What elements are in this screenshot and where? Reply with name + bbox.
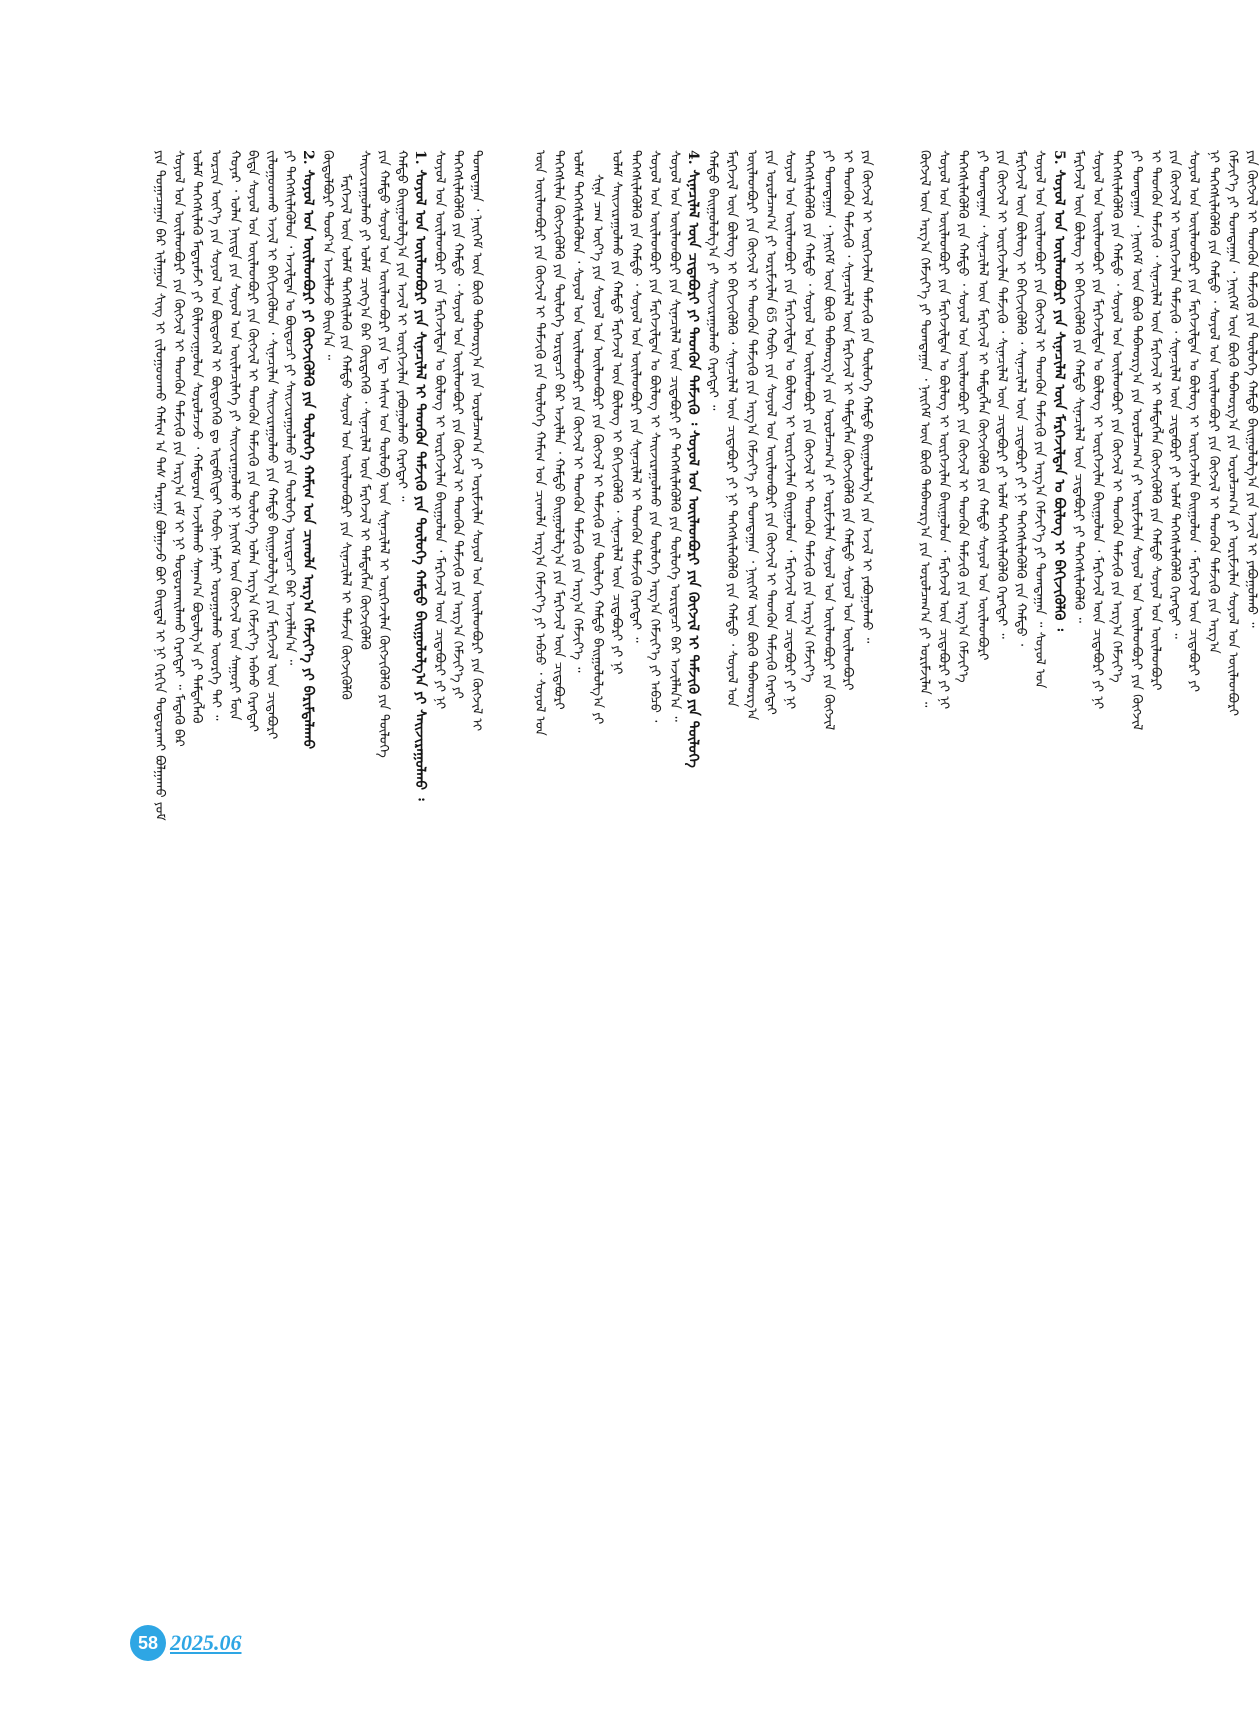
line-text: ᠤᠯᠠᠮ ᠳᠡᠭᠡᠭᠰᠢᠯᠡᠭᠦᠯᠦᠨ ᠂ ᠰᠣᠶᠣᠯ ᠤᠨ ᠦᠢᠯᠡᠳᠪᠦᠷᠢ ᠶᠢᠨ ᠬᠥᠭᠵᠢᠯ ᠢ ᠲᠡᠳᠬᠦᠨ ᠳᠡᠮᠵᠢᠬᠦ ᠶᠢᠨ ᠠᠷᠭ᠎ᠠ ᠬᠡᠮᠵᠢᠶ᠎ᠡ ᠃ [570,150,586,673]
line-text: ᠳᠡᠭᠡᠭᠰᠢᠯᠡᠭᠦᠯᠬᠦ ᠶᠢᠨ ᠬᠠᠮᠲᠤ ᠂ ᠰᠣᠶᠣᠯ ᠤᠨ ᠦᠢᠯᠡᠳᠪᠦᠷᠢ ᠶᠢᠨ ᠬᠥᠭᠵᠢᠯ ᠢ ᠲᠡᠳᠬᠦᠨ ᠳᠡᠮᠵᠢᠬᠦ ᠶᠢᠨ ᠠᠷᠭ᠎ᠠ ᠬᠡᠮᠵᠢᠶ᠎ᠡ ᠶᠢ [450,150,466,699]
line-text: ᠰᠣᠶᠣᠯ ᠤᠨ ᠦᠢᠯᠡᠳᠪᠦᠷᠢ ᠶᠢᠨ ᠮᠡᠷᠭᠡᠵᠢᠯᠲᠡᠨ ᠤ ᠪᠦᠯᠦᠭ ᠢ ᠦᠷᠭᠡᠵᠢᠯᠡᠨ ᠪᠠᠢᠭᠤᠯᠤᠨ ᠂ ᠮᠡᠷᠭᠡᠵᠢᠯ ᠦᠨ ᠴᠢᠳᠠᠪᠤᠷᠢ ᠶᠢ ᠨᠢ [936,150,952,710]
text-line [1204,150,1222,1575]
line-text: ᠬᠥᠲᠦᠯᠪᠦᠷᠢ ᠳᠣᠣᠷ᠎ᠠ ᠠᠵᠢᠯᠯᠠᠵᠤ ᠪᠠᠢᠨ᠎ᠠ ᠃ [319,150,335,361]
text-line [392,150,410,1575]
text-line [992,150,1010,1575]
line-text: ᠢ ᠲᠡᠳᠬᠦᠨ ᠳᠡᠮᠵᠢᠬᠦ ᠂ ᠰᠢᠨᠡᠴᠢᠯᠡᠯ ᠦᠨ ᠮᠡᠷᠭᠡᠵᠢᠯ ᠢ ᠲᠡᠮᠳᠡᠭᠯᠡᠨ ᠬᠥᠭᠵᠢᠭᠦᠯᠬᠦ ᠶᠢᠨ ᠬᠠᠮᠲᠤ ᠰᠣᠶᠣᠯ ᠤᠨ ᠦᠢᠯᠡᠳᠪᠦᠷᠢ [839,150,855,691]
line-text: ᠳᠡᠭᠡᠭᠰᠢᠯᠡᠭᠦᠯᠬᠦ ᠶᠢᠨ ᠬᠠᠮᠲᠤ ᠂ ᠰᠣᠶᠣᠯ ᠤᠨ ᠦᠢᠯᠡᠳᠪᠦᠷᠢ ᠶᠢᠨ ᠬᠥᠭᠵᠢᠯ ᠢ ᠲᠡᠳᠬᠦᠨ ᠳᠡᠮᠵᠢᠬᠦ ᠶᠢᠨ ᠠᠷᠭ᠎ᠠ ᠬᠡᠮᠵᠢᠶ᠎ᠡ [801,150,817,683]
text-line [742,150,760,1575]
text-line [355,150,373,1575]
line-text: ᠵᠢᠯᠣᠭᠣᠳᠬᠤ ᠠᠵᠢᠯ ᠢ ᠪᠡᠬᠢᠵᠢᠭᠦᠯᠦᠨ ᠂ ᠰᠢᠨᠡᠴᠢᠯᠡᠨ ᠰᠠᠢᠵᠢᠷᠠᠭᠤᠯᠬᠤ ᠶᠢᠨ ᠬᠠᠮᠲᠤ ᠪᠠᠢᠭᠤᠯᠤᠯᠭ᠎ᠠ ᠶᠢᠨ ᠮᠡᠷᠭᠡᠵᠢᠯ ᠦᠨ ᠴᠢᠳᠠᠪᠤᠷᠢ [263,150,279,740]
text-line [703,150,721,1575]
text-line [973,150,991,1575]
line-text: ᠳᠡᠭᠡᠭᠰᠢᠯᠡᠭᠦᠯᠬᠦ ᠶᠢᠨ ᠬᠠᠮᠲᠤ ᠂ ᠰᠣᠶᠣᠯ ᠤᠨ ᠦᠢᠯᠡᠳᠪᠦᠷᠢ ᠶᠢᠨ ᠰᠢᠨᠡᠴᠢᠯᠡᠯ ᠢ ᠲᠡᠳᠬᠦᠨ ᠳᠡᠮᠵᠢᠬᠦ ᠬᠡᠷᠡᠭᠲᠡᠢ ᠃ [628,150,644,643]
text-line [262,150,280,1575]
text-line [1030,150,1048,1575]
text-line [588,150,606,1575]
line-text: ᠬᠣᠶᠠᠷ ᠂ ᠣᠯᠠᠨ ᠨᠡᠢᠲᠡ ᠶᠢᠨ ᠰᠣᠶᠣᠯ ᠤᠨ ᠦᠢᠯᠡᠴᠢᠯᠡᠭᠡ ᠶᠢ ᠰᠠᠢᠵᠢᠷᠠᠭᠤᠯᠬᠤ ᠨᠢ ᠨᠡᠢᠭᠡᠮ ᠦᠨ ᠬᠥᠭᠵᠢᠯ ᠦᠨ ᠰᠠᠭᠤᠷᠢ ᠮᠥᠨ [226,150,242,721]
text-line [1165,150,1183,1575]
line-text: 2. ᠰᠣᠶᠣᠯ ᠤᠨ ᠦᠢᠯᠡᠳᠪᠦᠷᠢ ᠶᠢ ᠬᠥᠭᠵᠢᠭᠦᠯᠬᠦ ᠶᠢᠨ ᠲᠥᠯᠥᠭᠡ ᠬᠠᠮᠢᠭ ᠤᠨ ᠴᠢᠬᠤᠯᠠ ᠠᠷᠭ᠎ᠠ ᠬᠡᠮᠵᠢᠶ᠎ᠡ ᠶᠢ ᠪᠠᠷᠢᠮᠲᠠᠯᠠᠬᠤ [300,150,317,750]
line-text: ᠮᠡᠷᠭᠡᠵᠢᠯ ᠦᠨ ᠤᠯᠠᠮ ᠳᠡᠭᠡᠭᠰᠢᠯᠡᠬᠦ ᠶᠢᠨ ᠬᠠᠮᠲᠤ ᠰᠣᠶᠣᠯ ᠤᠨ ᠦᠢᠯᠡᠳᠪᠦᠷᠢ ᠶᠢᠨ ᠰᠢᠨᠡᠴᠢᠯᠡᠯ ᠢ ᠳᠡᠮᠵᠢᠨ ᠬᠥᠭᠵᠢᠭᠦᠯᠬᠦ [338,174,354,700]
text-line [761,150,779,1575]
line-text: ᠰᠣᠶᠣᠯ ᠤᠨ ᠦᠢᠯᠡᠳᠪᠦᠷᠢ ᠶᠢᠨ ᠮᠡᠷᠭᠡᠵᠢᠯᠲᠡᠨ ᠤ ᠪᠦᠯᠦᠭ ᠢ ᠦᠷᠭᠡᠵᠢᠯᠡᠨ ᠪᠠᠢᠭᠤᠯᠤᠨ ᠂ ᠮᠡᠷᠭᠡᠵᠢᠯ ᠦᠨ ᠴᠢᠳᠠᠪᠤᠷᠢ ᠶᠢ [1186,150,1202,693]
text-line [430,150,448,1575]
text-line [1011,150,1029,1575]
section-heading [299,150,317,1575]
text-line [150,150,168,1575]
text-line [448,150,466,1575]
text-line [953,150,971,1575]
line-text: ᠤᠯᠠᠮ ᠳᠡᠭᠡᠭᠰᠢᠯᠡᠬᠦ ᠮᠡᠳᠡᠷᠡᠮᠵᠢ ᠶᠢ ᠪᠢᠯᠢᠭᠵᠢᠭᠤᠯᠤᠨ ᠰᠤᠷᠤᠯᠴᠠᠵᠤ ᠂ ᠬᠠᠮᠲᠤᠷᠠᠨ ᠠᠵᠢᠯᠯᠠᠬᠤ ᠰᠠᠨᠠᠭ᠎ᠠ ᠪᠣᠳᠤᠯᠭ᠎ᠠ ᠶᠢ ᠲᠡᠮᠳᠡᠭᠯᠡᠬᠦ [189,150,205,724]
text-line [1088,150,1106,1575]
text-line [1107,150,1125,1575]
text-line [1069,150,1087,1575]
line-text: ᠳᠡᠭᠡᠭᠰᠢᠯᠡᠭᠦᠯᠬᠦ ᠶᠢᠨ ᠬᠠᠮᠲᠤ ᠂ ᠰᠣᠶᠣᠯ ᠤᠨ ᠦᠢᠯᠡᠳᠪᠦᠷᠢ ᠶᠢᠨ ᠬᠥᠭᠵᠢᠯ ᠢ ᠲᠡᠳᠬᠦᠨ ᠳᠡᠮᠵᠢᠬᠦ ᠶᠢᠨ ᠠᠷᠭ᠎ᠠ ᠬᠡᠮᠵᠢᠶ᠎ᠡ [955,150,971,683]
section-heading [684,150,702,1575]
line-text: ᠶᠢᠨ ᠬᠥᠭᠵᠢᠯ ᠢ ᠦᠷᠭᠡᠵᠢᠯᠡᠨ ᠳᠡᠮᠵᠢᠬᠦ ᠂ ᠰᠢᠨᠡᠴᠢᠯᠡᠯ ᠦᠨ ᠴᠢᠳᠠᠪᠤᠷᠢ ᠶᠢ ᠤᠯᠠᠮ ᠳᠡᠭᠡᠭᠰᠢᠯᠡᠭᠦᠯᠬᠦ ᠬᠡᠷᠡᠭᠲᠡᠢ ᠃ [993,150,1009,639]
text-line [857,150,875,1575]
text-column-2 [530,150,875,1575]
section-heading [1050,150,1068,1575]
text-line [568,150,586,1575]
line-text: 4. ᠰᠢᠨᠡᠴᠢᠯᠡᠯ ᠦᠨ ᠴᠢᠳᠠᠪᠤᠷᠢ ᠶᠢ ᠲᠡᠳᠬᠦᠨ ᠳᠡᠮᠵᠢᠬᠦ ᠄ ᠰᠣᠶᠣᠯ ᠤᠨ ᠦᠢᠯᠡᠳᠪᠦᠷᠢ ᠶᠢᠨ ᠬᠥᠭᠵᠢᠯ ᠢ ᠳᠡᠮᠵᠢᠬᠦ ᠶᠢᠨ ᠲᠥᠯᠥᠭᠡ [684,150,701,768]
line-text: ᠲᠣᠭᠲᠠᠭᠠᠨ ᠂ ᠨᠡᠢᠭᠡᠮ ᠦᠨ ᠪᠦᠬᠦ ᠳᠠᠪᠬᠤᠷᠭ᠎ᠠ ᠶᠢᠨ ᠣᠷᠣᠯᠴᠠᠭ᠎ᠠ ᠶᠢ ᠤᠷᠢᠮᠵᠢᠯᠠᠨ ᠰᠣᠶᠣᠯ ᠤᠨ ᠦᠢᠯᠡᠳᠪᠦᠷᠢ ᠶᠢᠨ ᠬᠥᠭᠵᠢᠯ ᠢ [468,150,484,732]
page-footer [130,1625,242,1661]
line-text: ᠶᠢ ᠲᠣᠭᠲᠠᠭᠠᠨ ᠂ ᠰᠢᠨᠡᠴᠢᠯᠡᠯ ᠦᠨ ᠮᠡᠷᠭᠡᠵᠢᠯ ᠢ ᠲᠡᠮᠳᠡᠭᠯᠡᠨ ᠬᠥᠭᠵᠢᠭᠦᠯᠬᠦ ᠶᠢᠨ ᠬᠠᠮᠲᠤ ᠰᠣᠶᠣᠯ ᠤᠨ ᠦᠢᠯᠡᠳᠪᠦᠷᠢ [974,150,990,661]
line-text: ᠤᠯᠠᠮ ᠰᠠᠢᠵᠢᠷᠠᠭᠤᠯᠬᠤ ᠶᠢᠨ ᠬᠠᠮᠲᠤ ᠮᠡᠷᠭᠡᠵᠢᠯ ᠦᠨ ᠪᠦᠯᠦᠭ ᠢ ᠪᠡᠬᠢᠵᠢᠭᠦᠯᠬᠦ ᠂ ᠰᠢᠨᠡᠴᠢᠯᠡᠯ ᠦᠨ ᠴᠢᠳᠠᠪᠤᠷᠢ ᠶᠢ ᠨᠢ [608,150,624,675]
line-text: ᠶᠢᠨ ᠲᠣᠭᠠᠴᠠᠭᠠᠨ ᠪᠡᠷ ᠢᠯᠠᠭᠤᠨ ᠰᠢᠩ ᠢ ᠵᠢᠯᠣᠭᠣᠳᠬᠤ ᠬᠠᠮᠢᠭ ᠠ ᠳᠡᠰ ᠳᠠᠷᠠᠭᠠ ᠪᠣᠯᠭᠠᠵᠤ ᠪᠤᠢ ᠪᠠᠢᠳᠠᠯ ᠢ ᠨᠢ ᠬᠡᠷᠬᠢᠨ ᠲᠣᠳᠣᠷᠬᠠᠢ ᠪᠣᠯᠭᠠᠬᠤ ᠶᠤᠮ [152,150,167,821]
line-text: ᠰᠣᠶᠣᠯ ᠤᠨ ᠦᠢᠯᠡᠳᠪᠦᠷᠢ ᠶᠢᠨ ᠮᠡᠷᠭᠡᠵᠢᠯᠲᠡᠨ ᠤ ᠪᠦᠯᠦᠭ ᠢ ᠦᠷᠭᠡᠵᠢᠯᠡᠨ ᠪᠠᠢᠭᠤᠯᠤᠨ ᠂ ᠮᠡᠷᠭᠡᠵᠢᠯ ᠦᠨ ᠴᠢᠳᠠᠪᠤᠷᠢ ᠶᠢ ᠨᠢ [782,150,798,710]
line-text: ᠶᠢ ᠳᠡᠭᠡᠭᠰᠢᠯᠡᠭᠦᠯᠦᠨ ᠂ ᠠᠵᠢᠯᠲᠠᠨ ᠤ ᠪᠦᠲᠦᠴᠢ ᠶᠢ ᠰᠠᠢᠵᠢᠷᠠᠭᠤᠯᠬᠤ ᠶᠢᠨ ᠲᠥᠯᠥᠭᠡ ᠤᠷᠢᠳᠠᠴᠢ ᠪᠡᠷ ᠠᠵᠢᠯᠯᠠᠨ᠎ᠠ ᠃ [282,150,298,666]
text-line [626,150,644,1575]
issue-label: 2025.06 [170,1630,242,1655]
line-text: ᠶᠢ ᠲᠣᠭᠲᠠᠭᠠᠨ ᠂ ᠨᠡᠢᠭᠡᠮ ᠦᠨ ᠪᠦᠬᠦ ᠳᠠᠪᠬᠤᠷᠭ᠎ᠠ ᠶᠢᠨ ᠣᠷᠣᠯᠴᠠᠭ᠎ᠠ ᠶᠢ ᠤᠷᠢᠮᠵᠢᠯᠠᠨ ᠰᠣᠶᠣᠯ ᠤᠨ ᠦᠢᠯᠡᠳᠪᠦᠷᠢ ᠶᠢᠨ ᠬᠥᠭᠵᠢᠯ [1128,150,1144,731]
text-line [225,150,243,1575]
text-line [722,150,740,1575]
line-text: 1. ᠰᠣᠶᠣᠯ ᠤᠨ ᠦᠢᠯᠡᠳᠪᠦᠷᠢ ᠶᠢᠨ ᠰᠢᠨᠡᠴᠢᠯᠡᠯ ᠢ ᠲᠡᠳᠬᠦᠨ ᠳᠡᠮᠵᠢᠬᠦ ᠶᠢᠨ ᠲᠥᠯᠥᠭᠡ ᠬᠠᠮᠲᠤ ᠪᠠᠢᠭᠤᠯᠤᠯᠭ᠎ᠠ ᠶᠢ ᠰᠠᠢᠵᠢᠷᠠᠭᠤᠯᠬᠤ ᠄ [411,150,428,801]
line-text: 5. ᠰᠣᠶᠣᠯ ᠤᠨ ᠦᠢᠯᠡᠳᠪᠦᠷᠢ ᠶᠢᠨ ᠰᠢᠨᠡᠴᠢᠯᠡᠯ ᠦᠨ ᠮᠡᠷᠭᠡᠵᠢᠯᠲᠡᠨ ᠤ ᠪᠦᠯᠦᠭ ᠢ ᠪᠡᠬᠢᠵᠢᠭᠦᠯᠬᠦ ᠄ [1050,150,1067,631]
text-line [374,150,392,1575]
line-text: ᠦᠢᠯᠡᠳᠪᠦᠷᠢ ᠶᠢᠨ ᠬᠥᠭᠵᠢᠯ ᠢ ᠲᠡᠳᠬᠦᠨ ᠳᠡᠮᠵᠢᠬᠦ ᠶᠢᠨ ᠠᠷᠭ᠎ᠠ ᠬᠡᠮᠵᠢᠶ᠎ᠡ ᠶᠢ ᠲᠣᠭᠲᠠᠭᠠᠨ ᠂ ᠨᠡᠢᠭᠡᠮ ᠦᠨ ᠪᠦᠬᠦ ᠳᠠᠪᠬᠤᠷᠭ᠎ᠠ [743,150,759,721]
text-column-1 [150,150,485,1575]
line-text: ᠬᠠᠮᠲᠤ ᠪᠠᠢᠭᠤᠯᠤᠯᠭ᠎ᠠ ᠶᠢᠨ ᠠᠵᠢᠯ ᠢ ᠦᠷᠭᠡᠵᠢᠯᠡᠨ ᠶᠠᠪᠤᠭᠤᠯᠬᠤ ᠬᠡᠷᠡᠭᠲᠡᠢ ᠃ [394,150,410,502]
text-line [934,150,952,1575]
text-line [169,150,187,1575]
page-number: 58 [130,1625,166,1661]
line-text: ᠶᠢᠨ ᠬᠥᠭᠵᠢᠯ ᠢ ᠲᠡᠳᠬᠦᠨ ᠳᠡᠮᠵᠢᠬᠦ ᠶᠢᠨ ᠲᠥᠯᠥᠭᠡ ᠬᠠᠮᠲᠤ ᠪᠠᠢᠭᠤᠯᠤᠯᠭ᠎ᠠ ᠶᠢᠨ ᠠᠵᠢᠯ ᠢ ᠶᠠᠪᠤᠭᠤᠯᠬᠤ ᠃ [1243,150,1259,628]
text-line [1242,150,1260,1575]
line-text: ᠪᠢᠳᠡ ᠰᠣᠶᠣᠯ ᠤᠨ ᠦᠢᠯᠡᠳᠪᠦᠷᠢ ᠶᠢᠨ ᠬᠥᠭᠵᠢᠯ ᠢ ᠲᠡᠳᠬᠦᠨ ᠳᠡᠮᠵᠢᠬᠦ ᠶᠢᠨ ᠲᠥᠯᠥᠭᠡ ᠣᠯᠠᠨ ᠠᠷᠭ᠎ᠠ ᠬᠡᠮᠵᠢᠶ᠎ᠡ ᠠᠪᠬᠤ ᠬᠡᠷᠡᠭᠲᠡᠢ [245,150,261,732]
text-line [665,150,683,1575]
text-line [1223,150,1241,1575]
text-line [530,150,548,1575]
line-text: ᠰᠣᠶᠣᠯ ᠤᠨ ᠦᠢᠯᠡᠳᠪᠦᠷᠢ ᠶᠢᠨ ᠮᠡᠷᠭᠡᠵᠢᠯᠲᠡᠨ ᠤ ᠪᠦᠯᠦᠭ ᠢ ᠦᠷᠭᠡᠵᠢᠯᠡᠨ ᠪᠠᠢᠭᠤᠯᠤᠨ ᠂ ᠮᠡᠷᠭᠡᠵᠢᠯ ᠦᠨ ᠴᠢᠳᠠᠪᠤᠷᠢ ᠶᠢ ᠨᠢ [1090,150,1106,710]
line-text: ᠰᠣᠶᠣᠯ ᠤᠨ ᠦᠢᠯᠡᠳᠪᠦᠷᠢ ᠶᠢᠨ ᠬᠥᠭᠵᠢᠯ ᠢ ᠲᠡᠳᠬᠦᠨ ᠳᠡᠮᠵᠢᠬᠦ ᠶᠢᠨ ᠠᠷᠭ᠎ᠠ ᠬᠡᠮᠵᠢᠶ᠎ᠡ ᠶᠢ ᠲᠣᠭᠲᠠᠭᠠᠨ ᠃ ᠰᠣᠶᠣᠯ ᠤᠨ [1032,150,1048,689]
line-text: ᠳᠡᠭᠡᠭᠰᠢᠯᠡᠨ ᠬᠥᠭᠵᠢᠭᠦᠯᠬᠦ ᠶᠢᠨ ᠲᠥᠯᠥᠭᠡ ᠤᠷᠢᠳᠠᠴᠢ ᠪᠡᠷ ᠠᠵᠢᠯᠯᠠᠨ ᠂ ᠬᠠᠮᠲᠤ ᠪᠠᠢᠭᠤᠯᠤᠯᠭ᠎ᠠ ᠶᠢᠨ ᠮᠡᠷᠭᠡᠵᠢᠯ ᠦᠨ ᠴᠢᠳᠠᠪᠤᠷᠢ [551,150,567,710]
line-text: ᠮᠡᠷᠭᠡᠵᠢᠯ ᠦᠨ ᠪᠦᠯᠦᠭ ᠢ ᠪᠡᠬᠢᠵᠢᠭᠦᠯᠬᠦ ᠂ ᠰᠢᠨᠡᠴᠢᠯᠡᠯ ᠦᠨ ᠴᠢᠳᠠᠪᠤᠷᠢ ᠶᠢ ᠨᠢ ᠳᠡᠭᠡᠭᠰᠢᠯᠡᠭᠦᠯᠬᠦ ᠶᠢᠨ ᠬᠠᠮᠲᠤ ᠂ [1013,150,1029,646]
line-text: ᠮᠡᠷᠭᠡᠵᠢᠯ ᠦᠨ ᠪᠦᠯᠦᠭ ᠢ ᠪᠡᠬᠢᠵᠢᠭᠦᠯᠬᠦ ᠶᠢᠨ ᠬᠠᠮᠲᠤ ᠰᠢᠨᠡᠴᠢᠯᠡᠯ ᠦᠨ ᠴᠢᠳᠠᠪᠤᠷᠢ ᠶᠢ ᠳᠡᠭᠡᠭᠰᠢᠯᠡᠭᠦᠯᠬᠦ ᠃ [1070,150,1086,623]
line-text: ᠦᠨ ᠦᠢᠯᠡᠳᠪᠦᠷᠢ ᠶᠢᠨ ᠬᠥᠭᠵᠢᠯ ᠢ ᠳᠡᠮᠵᠢᠬᠦ ᠶᠢᠨ ᠲᠥᠯᠥᠭᠡ ᠬᠠᠮᠢᠭ ᠤᠨ ᠴᠢᠬᠤᠯᠠ ᠠᠷᠭ᠎ᠠ ᠬᠡᠮᠵᠢᠶ᠎ᠡ ᠶᠢ ᠠᠪᠴᠤ ᠂ ᠰᠣᠶᠣᠯ ᠤᠨ [532,150,547,736]
line-text: ᠬᠥᠭᠵᠢᠯ ᠦᠨ ᠠᠷᠭ᠎ᠠ ᠬᠡᠮᠵᠢᠶ᠎ᠡ ᠶᠢ ᠲᠣᠭᠲᠠᠭᠠᠨ ᠂ ᠨᠡᠢᠭᠡᠮ ᠦᠨ ᠪᠦᠬᠦ ᠳᠠᠪᠬᠤᠷᠭ᠎ᠠ ᠶᠢᠨ ᠣᠷᠣᠯᠴᠠᠭ᠎ᠠ ᠶᠢ ᠤᠷᠢᠮᠵᠢᠯᠠᠨ ᠃ [917,150,932,708]
line-text: ᠶᠢᠨ ᠬᠠᠮᠲᠤ ᠰᠣᠶᠣᠯ ᠤᠨ ᠦᠢᠯᠡᠳᠪᠦᠷᠢ ᠶᠢᠨ ᠡᠳ᠋ ᠠᠰᠢᠭ ᠤᠨ ᠲᠥᠯᠥᠪ ᠦᠨ ᠰᠢᠨᠡᠴᠢᠯᠡᠯ ᠢ ᠦᠷᠭᠡᠵᠢᠯᠡᠨ ᠬᠥᠭᠵᠢᠭᠦᠯᠬᠦ ᠶᠢᠨ ᠲᠥᠯᠥᠭᠡ [375,150,391,758]
line-text: ᠶᠢ ᠲᠣᠭᠲᠠᠭᠠᠨ ᠂ ᠨᠡᠢᠭᠡᠮ ᠦᠨ ᠪᠦᠬᠦ ᠳᠠᠪᠬᠤᠷᠭ᠎ᠠ ᠶᠢᠨ ᠣᠷᠣᠯᠴᠠᠭ᠎ᠠ ᠶᠢ ᠤᠷᠢᠮᠵᠢᠯᠠᠨ ᠰᠣᠶᠣᠯ ᠤᠨ ᠦᠢᠯᠡᠳᠪᠦᠷᠢ ᠶᠢᠨ ᠬᠥᠭᠵᠢᠯ [820,150,836,731]
text-line [318,150,336,1575]
text-line [645,150,663,1575]
line-text: ᠬᠡᠮᠵᠢᠶ᠎ᠡ ᠶᠢ ᠲᠣᠭᠲᠠᠭᠠᠨ ᠂ ᠨᠡᠢᠭᠡᠮ ᠦᠨ ᠪᠦᠬᠦ ᠳᠠᠪᠬᠤᠷᠭ᠎ᠠ ᠶᠢᠨ ᠣᠷᠣᠯᠴᠠᠭ᠎ᠠ ᠶᠢ ᠤᠷᠢᠮᠵᠢᠯᠠᠨ ᠰᠣᠶᠣᠯ ᠤᠨ ᠦᠢᠯᠡᠳᠪᠦᠷᠢ [1224,150,1240,717]
line-text: ᠨᠢ ᠳᠡᠭᠡᠭᠰᠢᠯᠡᠭᠦᠯᠬᠦ ᠶᠢᠨ ᠬᠠᠮᠲᠤ ᠂ ᠰᠣᠶᠣᠯ ᠤᠨ ᠦᠢᠯᠡᠳᠪᠦᠷᠢ ᠶᠢᠨ ᠬᠥᠭᠵᠢᠯ ᠢ ᠲᠡᠳᠬᠦᠨ ᠳᠡᠮᠵᠢᠬᠦ ᠶᠢᠨ ᠠᠷᠭ᠎ᠠ [1205,150,1221,654]
text-line [1184,150,1202,1575]
line-text: ᠰᠣᠶᠣᠯ ᠤᠨ ᠦᠢᠯᠡᠳᠪᠦᠷᠢ ᠶᠢᠨ ᠮᠡᠷᠭᠡᠵᠢᠯᠲᠡᠨ ᠤ ᠪᠦᠯᠦᠭ ᠢ ᠦᠷᠭᠡᠵᠢᠯᠡᠨ ᠪᠠᠢᠭᠤᠯᠤᠨ ᠂ ᠮᠡᠷᠭᠡᠵᠢᠯ ᠦᠨ ᠴᠢᠳᠠᠪᠤᠷᠢ ᠶᠢ ᠨᠢ [431,150,447,710]
text-line [799,150,817,1575]
line-text: ᠳᠡᠭᠡᠭᠰᠢᠯᠡᠭᠦᠯᠬᠦ ᠶᠢᠨ ᠬᠠᠮᠲᠤ ᠂ ᠰᠣᠶᠣᠯ ᠤᠨ ᠦᠢᠯᠡᠳᠪᠦᠷᠢ ᠶᠢᠨ ᠬᠥᠭᠵᠢᠯ ᠢ ᠲᠡᠳᠬᠦᠨ ᠳᠡᠮᠵᠢᠬᠦ ᠶᠢᠨ ᠠᠷᠭ᠎ᠠ ᠬᠡᠮᠵᠢᠶ᠎ᠡ [1109,150,1125,683]
text-line [780,150,798,1575]
text-line [607,150,625,1575]
line-text: ᠶᠢᠨ ᠣᠷᠣᠯᠴᠠᠭ᠎ᠠ ᠶᠢ ᠤᠷᠢᠮᠵᠢᠯᠠᠨ 65 ᠬᠤᠪᠢ ᠶᠢᠨ ᠰᠣᠶᠣᠯ ᠤᠨ ᠦᠢᠯᠡᠳᠪᠦᠷᠢ ᠶᠢᠨ ᠬᠥᠭᠵᠢᠯ ᠢ ᠲᠡᠳᠬᠦᠨ ᠳᠡᠮᠵᠢᠬᠦ ᠬᠡᠷᠡᠭᠲᠡᠢ [762,150,778,715]
text-line [838,150,856,1575]
line-text: ᠰᠢᠨᠡ ᠴᠠᠭ ᠦᠶ᠎ᠡ ᠶᠢᠨ ᠰᠣᠶᠣᠯ ᠤᠨ ᠦᠢᠯᠡᠳᠪᠦᠷᠢ ᠶᠢᠨ ᠬᠥᠭᠵᠢᠯ ᠢ ᠳᠡᠮᠵᠢᠬᠦ ᠶᠢᠨ ᠲᠥᠯᠥᠭᠡ ᠬᠠᠮᠲᠤ ᠪᠠᠢᠭᠤᠯᠤᠯᠭ᠎ᠠ ᠶᠢ [589,174,605,725]
text-line [819,150,837,1575]
text-line [549,150,567,1575]
text-line [280,150,298,1575]
line-text: ᠰᠠᠢᠵᠢᠷᠠᠭᠤᠯᠬᠤ ᠶᠢ ᠤᠯᠠᠮ ᠴᠢᠩᠭ᠎ᠠ ᠪᠡᠷ ᠬᠦᠷᠲᠡᠭᠡᠬᠦ ᠂ ᠰᠢᠨᠡᠴᠢᠯᠡᠯ ᠦᠨ ᠮᠡᠷᠭᠡᠵᠢᠯ ᠢ ᠲᠡᠮᠳᠡᠭᠯᠡᠨ ᠬᠥᠭᠵᠢᠭᠦᠯᠬᠦ [357,150,373,650]
line-text: ᠶᠢᠨ ᠬᠥᠭᠵᠢᠯ ᠢ ᠦᠷᠭᠡᠵᠢᠯᠡᠨ ᠳᠡᠮᠵᠢᠬᠦ ᠂ ᠰᠢᠨᠡᠴᠢᠯᠡᠯ ᠦᠨ ᠴᠢᠳᠠᠪᠤᠷᠢ ᠶᠢ ᠤᠯᠠᠮ ᠳᠡᠭᠡᠭᠰᠢᠯᠡᠭᠦᠯᠬᠦ ᠬᠡᠷᠡᠭᠲᠡᠢ ᠃ [1167,150,1183,639]
text-line [915,150,933,1575]
line-text: ᠣᠷᠴᠢᠨ ᠦᠶ᠎ᠡ ᠶᠢᠨ ᠰᠣᠶᠣᠯ ᠤᠨ ᠪᠦᠲᠦᠭᠡᠯ ᠢ ᠪᠦᠲᠦᠭᠡᠬᠦ ᠳᠤ ᠢᠳᠡᠪᠬᠢᠲᠡᠢ ᠬᠤᠪᠢ ᠨᠡᠮᠡᠷᠢ ᠣᠷᠣᠭᠤᠯᠬᠤ ᠦᠦᠷᠭᠡ ᠲᠡᠢ ᠃ [207,150,223,721]
text-line [187,150,205,1575]
text-column-3 [915,150,1260,1575]
line-text: ᠰᠣᠶᠣᠯ ᠤᠨ ᠦᠢᠯᠡᠳᠪᠦᠷᠢ ᠶᠢᠨ ᠰᠢᠨᠡᠴᠢᠯᠡᠯ ᠦᠨ ᠴᠢᠳᠠᠪᠤᠷᠢ ᠶᠢ ᠳᠡᠭᠡᠭᠰᠢᠯᠡᠭᠦᠯᠬᠦ ᠶᠢᠨ ᠲᠥᠯᠥᠭᠡ ᠤᠷᠢᠳᠠᠴᠢ ᠪᠡᠷ ᠠᠵᠢᠯᠯᠠᠨ᠎ᠠ ᠃ [666,150,682,722]
text-line [1127,150,1145,1575]
line-text: ᠮᠡᠷᠭᠡᠵᠢᠯ ᠦᠨ ᠪᠦᠯᠦᠭ ᠢ ᠪᠡᠬᠢᠵᠢᠭᠦᠯᠬᠦ ᠂ ᠰᠢᠨᠡᠴᠢᠯᠡᠯ ᠦᠨ ᠴᠢᠳᠠᠪᠤᠷᠢ ᠶᠢ ᠨᠢ ᠳᠡᠭᠡᠭᠰᠢᠯᠡᠭᠦᠯᠬᠦ ᠶᠢᠨ ᠬᠠᠮᠲᠤ ᠂ ᠰᠣᠶᠣᠯ ᠤᠨ [724,150,740,708]
line-text: ᠬᠠᠮᠲᠤ ᠪᠠᠢᠭᠤᠯᠤᠯᠭ᠎ᠠ ᠶᠢ ᠰᠠᠢᠵᠢᠷᠠᠭᠤᠯᠬᠤ ᠬᠡᠷᠡᠭᠲᠡᠢ ᠃ [705,150,721,411]
line-text: ᠢ ᠲᠡᠳᠬᠦᠨ ᠳᠡᠮᠵᠢᠬᠦ ᠂ ᠰᠢᠨᠡᠴᠢᠯᠡᠯ ᠦᠨ ᠮᠡᠷᠭᠡᠵᠢᠯ ᠢ ᠲᠡᠮᠳᠡᠭᠯᠡᠨ ᠬᠥᠭᠵᠢᠭᠦᠯᠬᠦ ᠶᠢᠨ ᠬᠠᠮᠲᠤ ᠰᠣᠶᠣᠯ ᠤᠨ ᠦᠢᠯᠡᠳᠪᠦᠷᠢ [1147,150,1163,691]
text-line [206,150,224,1575]
section-heading [411,150,429,1575]
text-line [467,150,485,1575]
text-line [1146,150,1164,1575]
text-line [336,150,354,1575]
text-line [243,150,261,1575]
line-text: ᠰᠣᠶᠣᠯ ᠤᠨ ᠦᠢᠯᠡᠳᠪᠦᠷᠢ ᠶᠢᠨ ᠬᠥᠭᠵᠢᠯ ᠢ ᠲᠡᠳᠬᠦᠨ ᠳᠡᠮᠵᠢᠬᠦ ᠶᠢᠨ ᠠᠷᠭ᠎ᠠ ᠵᠠᠮ ᠢ ᠨᠢ ᠲᠣᠳᠣᠷᠬᠠᠢᠯᠠᠬᠤ ᠬᠡᠷᠡᠭᠲᠡᠢ ᠃ ᠮᠡᠳᠡᠬᠦ ᠪᠡᠷ [170,150,186,747]
line-text: ᠰᠣᠶᠣᠯ ᠤᠨ ᠦᠢᠯᠡᠳᠪᠦᠷᠢ ᠶᠢᠨ ᠮᠡᠷᠭᠡᠵᠢᠯᠲᠡᠨ ᠤ ᠪᠦᠯᠦᠭ ᠢ ᠰᠠᠢᠵᠢᠷᠠᠭᠤᠯᠬᠤ ᠶᠢᠨ ᠲᠥᠯᠥᠭᠡ ᠠᠷᠭ᠎ᠠ ᠬᠡᠮᠵᠢᠶ᠎ᠡ ᠶᠢ ᠠᠪᠴᠤ ᠂ [647,150,663,723]
line-text: ᠶᠢᠨ ᠬᠥᠭᠵᠢᠯ ᠢ ᠦᠷᠭᠡᠵᠢᠯᠡᠨ ᠳᠡᠮᠵᠢᠬᠦ ᠶᠢᠨ ᠲᠥᠯᠥᠭᠡ ᠬᠠᠮᠲᠤ ᠪᠠᠢᠭᠤᠯᠤᠯᠭ᠎ᠠ ᠶᠢᠨ ᠠᠵᠢᠯ ᠢ ᠶᠠᠪᠤᠭᠤᠯᠬᠤ ᠃ [858,150,874,644]
